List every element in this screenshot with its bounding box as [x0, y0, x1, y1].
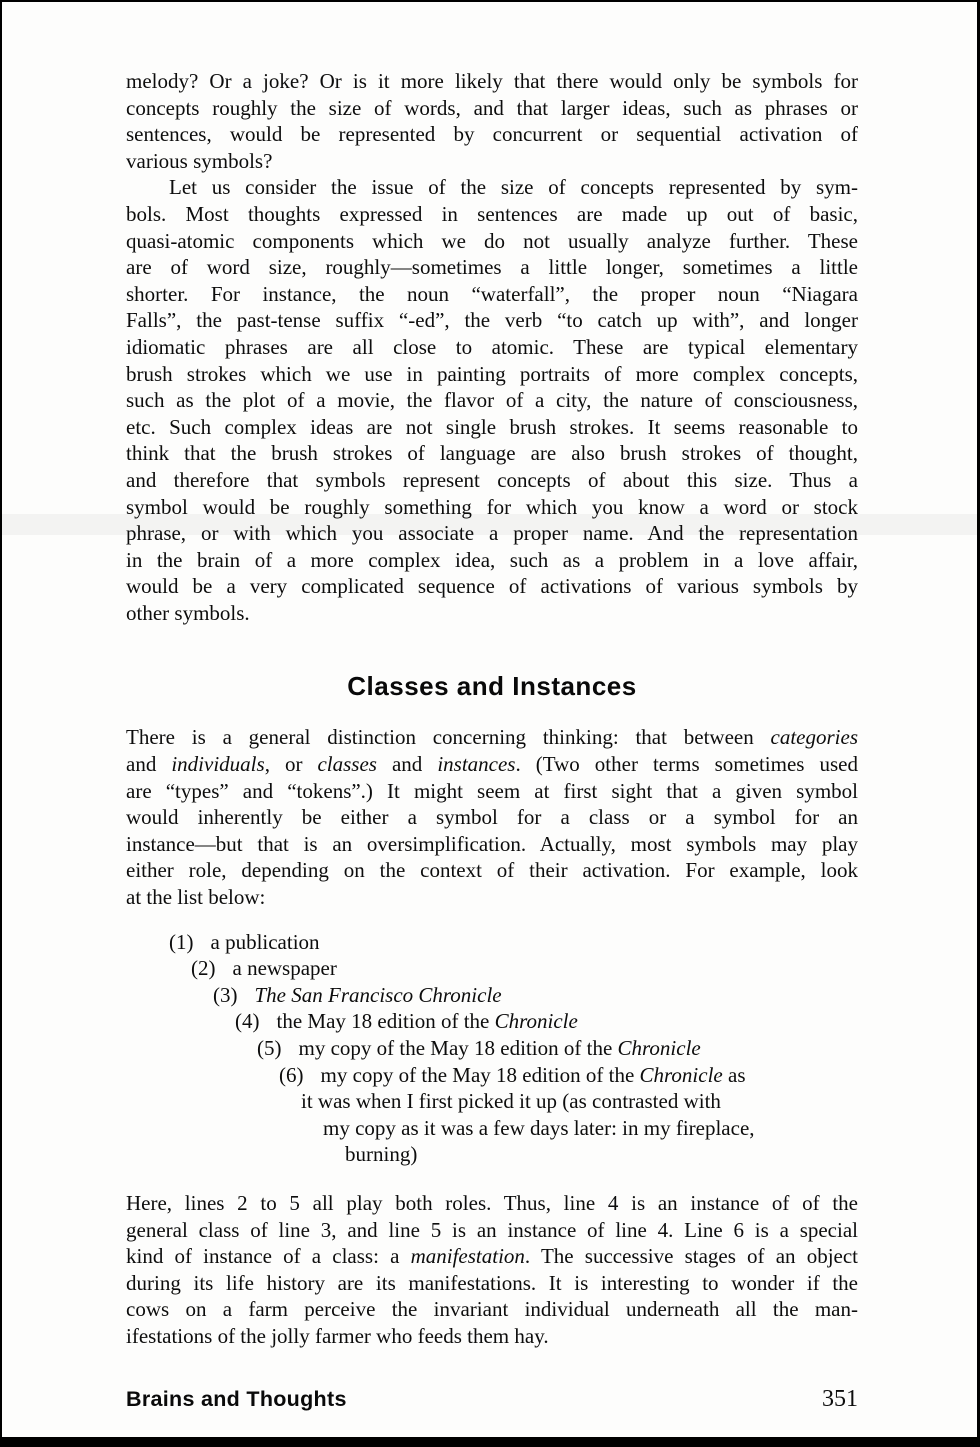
list-item-text: a publication: [210, 929, 320, 954]
publication-hierarchy-list: [126, 929, 858, 1168]
text-line: melody? Or a joke? Or is it more likely that there would only be symbols for: [126, 69, 858, 93]
list-item-number: (6): [279, 1062, 304, 1087]
text-line: cows on a farm perceive the invariant individual underneath all the man-: [126, 1297, 858, 1322]
list-item-text: it was when I first picked it up (as contrasted with: [301, 1089, 721, 1114]
paragraph-concept-size: [126, 174, 858, 626]
text-line: and therefore that symbols represent concepts of about this size. Thus a: [126, 467, 858, 492]
text-line: think that the brush strokes of language are also brush strokes of thought,: [126, 441, 858, 466]
text-line: would be a very complicated sequence of activations of various symbols by: [126, 574, 858, 599]
text-line: instance—but that is an oversimplification. Actually, most symbols may play: [126, 831, 858, 856]
text-line: various symbols?: [126, 148, 273, 173]
list-row: [345, 1141, 858, 1168]
text-line: such as the plot of a movie, the flavor of a city, the nature of consciousness,: [126, 388, 858, 413]
text-line: kind of instance of a class: a manifestation. The successive stages of an object: [126, 1244, 859, 1269]
list-item-text: my copy of the May 18 edition of the Chronicle: [298, 1036, 701, 1060]
text-column: [126, 68, 858, 1350]
paragraph-manifestation: [126, 1190, 858, 1350]
text-line: concepts roughly the size of words, and that larger ideas, such as phrases or: [126, 95, 858, 120]
text-line: shorter. For instance, the noun “waterfall”, the proper noun “Niagara: [126, 281, 858, 306]
paragraph-symbol-size-question: [126, 68, 858, 174]
text-line: Falls”, the past-tense suffix “-ed”, the verb “to catch up with”, and longer: [126, 308, 858, 333]
text-line: would inherently be either a symbol for a class or a symbol for an: [126, 805, 858, 830]
text-line: at the list below:: [126, 885, 266, 910]
list-row: [191, 955, 858, 982]
paragraph-classes-vs-instances: [126, 724, 858, 910]
list-item-number: (3): [213, 982, 238, 1007]
list-row: [301, 1088, 858, 1115]
list-item-text: my copy of the May 18 edition of the Chronicle as: [320, 1062, 746, 1087]
list-row: [213, 982, 858, 1009]
text-line: during its life history are its manifestations. It is interesting to wonder if the: [126, 1270, 858, 1295]
text-line: are “types” and “tokens”.) It might seem at first sight that a given symbol: [126, 778, 858, 803]
bottom-scan-bar: [2, 1437, 977, 1447]
text-line: etc. Such complex ideas are not single brush strokes. It seems reasonable to: [126, 414, 858, 439]
text-line: and individuals, or classes and instances. (Two other terms sometimes used: [126, 752, 858, 777]
text-line: symbol would be roughly something for which you know a word or stock: [126, 494, 858, 519]
list-item-text: burning): [345, 1142, 418, 1167]
list-item-text: my copy as it was a few days later: in my fireplace,: [323, 1115, 755, 1140]
text-line: general class of line 3, and line 5 is an instance of line 4. Line 6 is a special: [126, 1217, 858, 1242]
page-footer: [126, 1386, 858, 1413]
text-line: either role, depending on the context of their activation. For example, look: [126, 858, 858, 883]
list-item-number: (5): [257, 1036, 282, 1060]
page-number: 351: [822, 1386, 858, 1412]
list-item-number: (2): [191, 956, 216, 981]
text-line: Here, lines 2 to 5 all play both roles. Thus, line 4 is an instance of of the: [126, 1190, 858, 1215]
text-line: There is a general distinction concerning thinking: that between categories: [126, 725, 858, 750]
list-item-text: a newspaper: [232, 956, 337, 981]
text-line: phrase, or with which you associate a proper name. And the representation: [126, 521, 858, 546]
list-row: [323, 1115, 858, 1142]
list-row: [279, 1062, 858, 1089]
text-line: other symbols.: [126, 600, 250, 625]
text-line: idiomatic phrases are all close to atomic. These are typical elementary: [126, 334, 858, 359]
list-row: [257, 1035, 858, 1062]
text-line: Let us consider the issue of the size of concepts represented by sym-: [169, 175, 858, 200]
text-line: brush strokes which we use in painting portraits of more complex concepts,: [126, 361, 858, 386]
text-line: quasi-atomic components which we do not usually analyze further. These: [126, 228, 858, 253]
list-item-number: (1): [169, 929, 194, 954]
text-line: bols. Most thoughts expressed in sentences are made up out of basic,: [126, 201, 858, 226]
list-item-text: The San Francisco Chronicle: [254, 982, 502, 1007]
list-item-text: the May 18 edition of the Chronicle: [276, 1009, 578, 1034]
text-line: in the brain of a more complex idea, such as a problem in a love affair,: [126, 547, 858, 572]
list-row: [169, 929, 858, 956]
text-line: ifestations of the jolly farmer who feeds them hay.: [126, 1323, 549, 1348]
list-row: [235, 1008, 858, 1035]
text-line: are of word size, roughly—sometimes a little longer, sometimes a little: [126, 255, 858, 280]
text-line: sentences, would be represented by concurrent or sequential activation of: [126, 122, 858, 147]
list-item-number: (4): [235, 1009, 260, 1034]
section-heading: Classes and Instances: [347, 671, 637, 702]
chapter-title: Brains and Thoughts: [126, 1387, 347, 1411]
